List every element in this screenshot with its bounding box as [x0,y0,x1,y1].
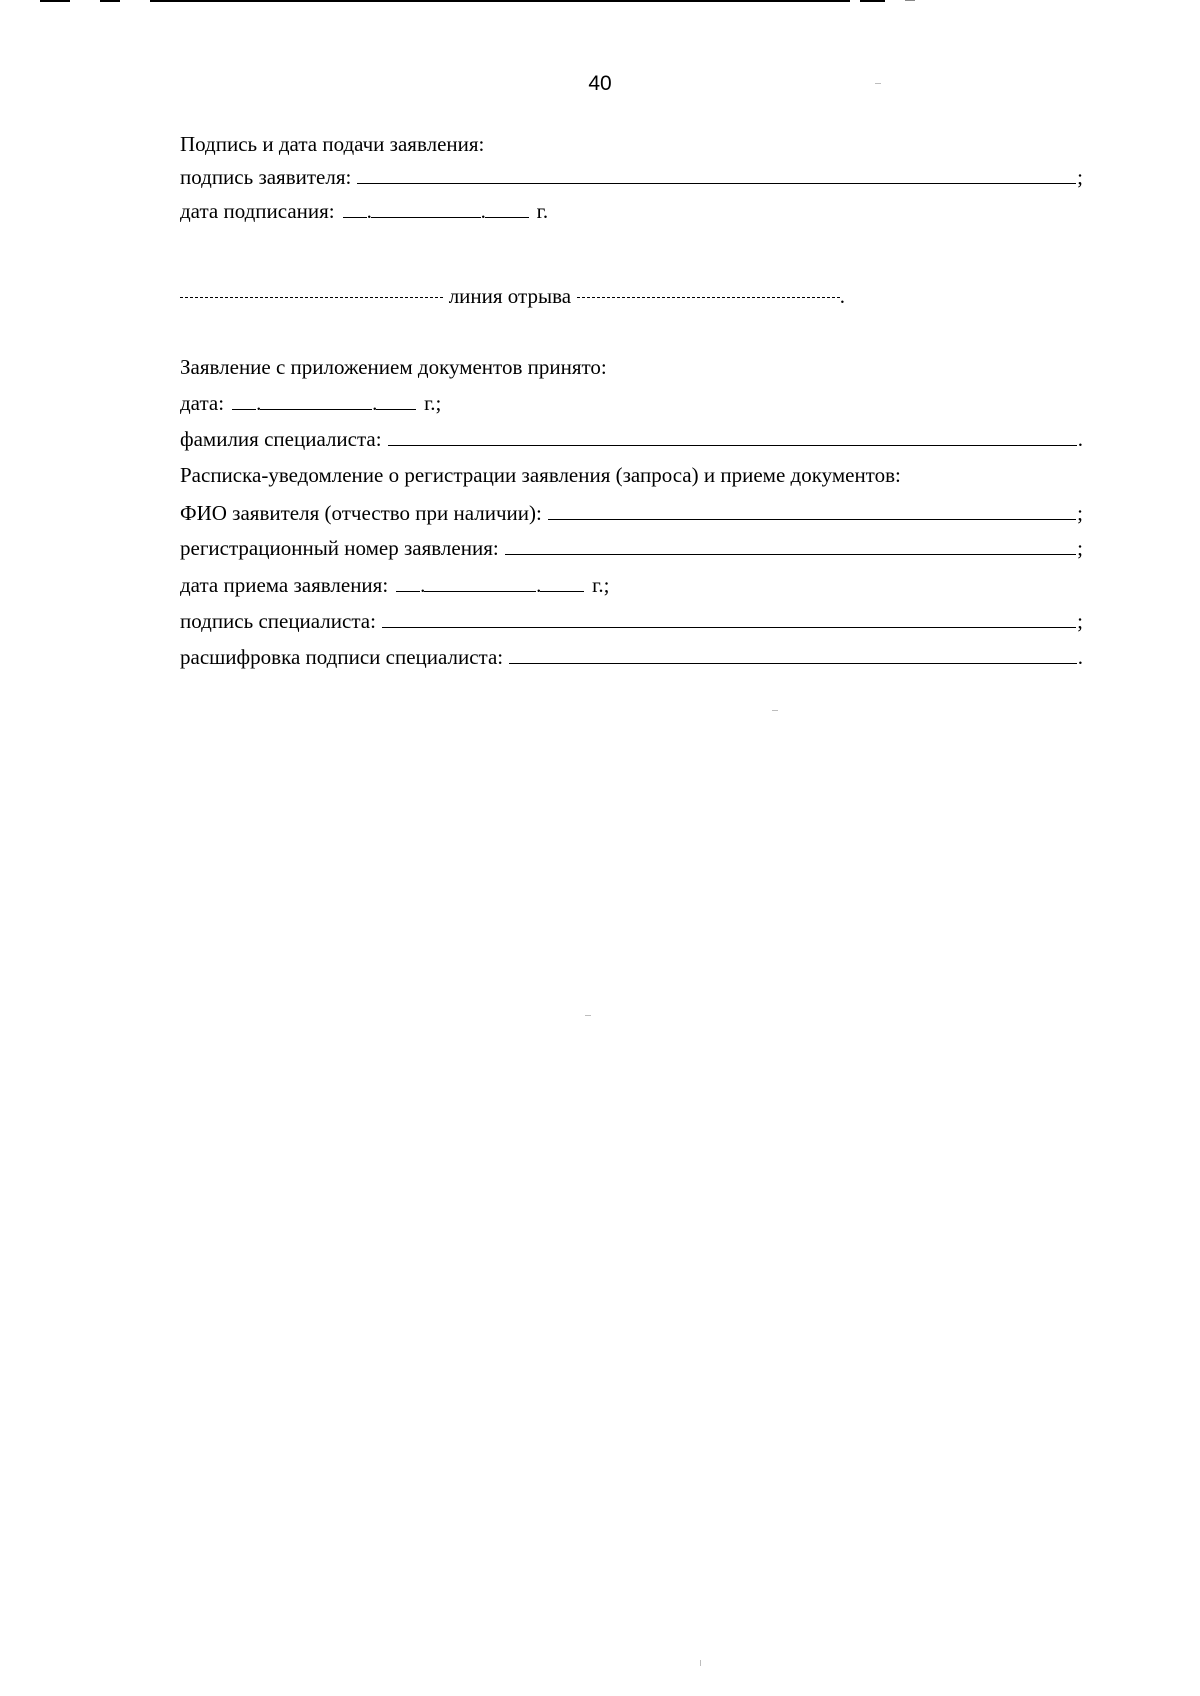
date-separator: . [366,199,372,223]
specialist-signature-end: ; [1077,609,1083,633]
scan-speck [875,83,881,84]
acceptance-date-row [180,569,780,599]
specialist-signature-field[interactable] [382,605,1076,628]
receipt-heading-text: Заявление с приложением документов принято: [180,355,607,379]
signing-date-day-field[interactable] [343,195,367,218]
receipt-heading [180,352,880,382]
receipt-date-day-field[interactable] [232,387,256,410]
signing-date-suffix: г. [536,199,549,223]
signing-date-label: дата подписания: [180,199,335,223]
scan-edge-mark [100,0,120,2]
date-separator: . [536,573,542,597]
date-separator: . [480,199,486,223]
applicant-signature-field[interactable] [357,161,1076,184]
acceptance-date-month-field[interactable] [424,569,536,592]
receipt-date-year-field[interactable] [376,387,416,410]
page-number: 40 [588,72,612,95]
receipt-date-month-field[interactable] [260,387,372,410]
applicant-signature-end: ; [1077,165,1083,189]
signature-heading-text: Подпись и дата подачи заявления: [180,132,485,156]
specialist-signature-label: подпись специалиста: [180,609,376,633]
signing-date-year-field[interactable] [485,195,529,218]
tear-line [180,281,845,311]
scan-speck [585,1015,591,1016]
registration-number-field[interactable] [505,532,1076,555]
scan-edge-mark [860,0,885,2]
scan-edge-mark [150,0,850,2]
acceptance-date-label: дата приема заявления: [180,573,389,597]
applicant-signature-label: подпись заявителя: [180,165,352,189]
receipt-date-suffix: г.; [424,391,442,415]
acceptance-date-suffix: г.; [592,573,610,597]
receipt-date-label: дата: [180,391,225,415]
date-separator: . [256,391,262,415]
scan-speck [700,1660,701,1666]
registration-number-row [180,532,1083,562]
tear-line-end: . [839,284,845,308]
scan-edge-mark [905,0,915,1]
applicant-name-field[interactable] [548,497,1076,520]
signing-date-row [180,195,680,225]
registration-number-end: ; [1077,536,1083,560]
tear-line-text: линия отрыва [448,284,572,308]
scan-speck [772,710,778,711]
notice-heading-text: Расписка-уведомление о регистрации заявления (запроса) и приеме документов: [180,463,901,487]
notice-heading [180,460,1083,490]
signature-decoding-label: расшифровка подписи специалиста: [180,645,504,669]
receipt-date-row [180,387,580,417]
date-separator: . [372,391,378,415]
specialist-surname-label: фамилия специалиста: [180,427,382,451]
signing-date-month-field[interactable] [371,195,481,218]
tear-line-dashes-left [180,297,443,298]
scan-edge-mark [40,0,70,2]
applicant-signature-row [180,161,1083,191]
acceptance-date-day-field[interactable] [396,569,420,592]
registration-number-label: регистрационный номер заявления: [180,536,499,560]
specialist-surname-field[interactable] [388,423,1077,446]
tear-line-dashes-right [577,297,840,298]
applicant-name-row [180,497,1083,527]
signature-decoding-row [180,641,1083,671]
applicant-name-label: ФИО заявителя (отчество при наличии): [180,501,542,525]
signature-decoding-end: . [1077,645,1083,669]
specialist-signature-row [180,605,1083,635]
acceptance-date-year-field[interactable] [540,569,584,592]
applicant-name-end: ; [1077,501,1083,525]
signature-decoding-field[interactable] [509,641,1077,664]
signature-heading [180,129,780,159]
date-separator: . [420,573,426,597]
specialist-surname-row [180,423,1083,453]
specialist-surname-end: . [1077,427,1083,451]
